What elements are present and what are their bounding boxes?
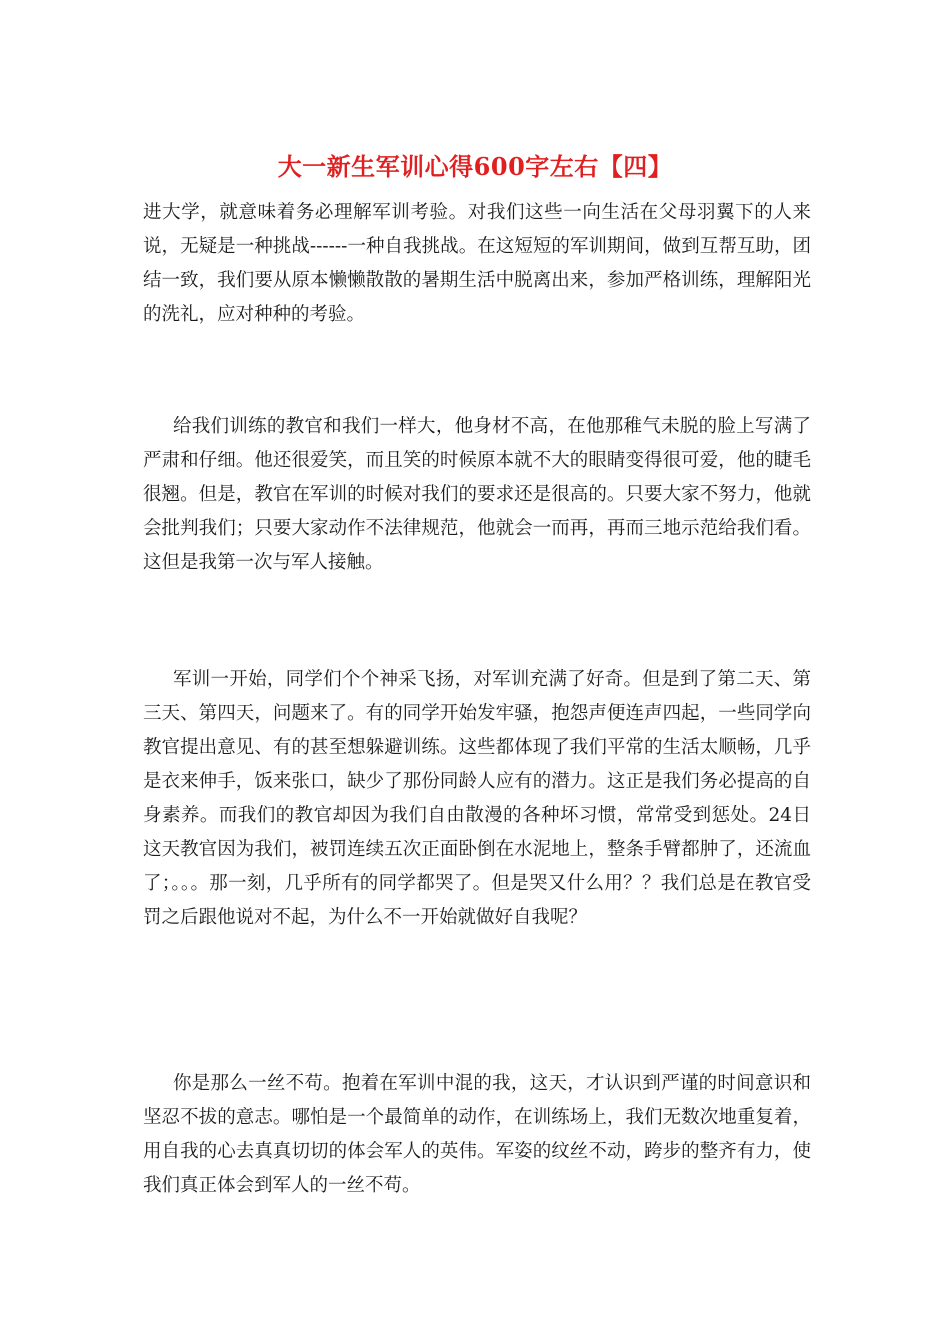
paragraph-4: 你是那么一丝不苟。抱着在军训中混的我，这天，才认识到严谨的时间意识和坚忍不拔的意志。哪怕是一个最简单的动作，在训练场上，我们无数次地重复着，用自我的心去真真切切的体会军人的英伟。军姿的纹丝不动，跨步的整齐有力，使我们真正体会到军人的一丝不苟。 (143, 1073, 811, 1196)
paragraph-3: 军训一开始，同学们个个神采飞扬，对军训充满了好奇。但是到了第二天、第三天、第四天，问题来了。有的同学开始发牢骚，抱怨声便连声四起，一些同学向教官提出意见、有的甚至想躲避训练。这些都体现了我们平常的生活太顺畅，几乎是衣来伸手，饭来张口，缺少了那份同龄人应有的潜力。这正是我们务必提高的自身素养。而我们的教官却因为我们自由散漫的各种坏习惯，常常受到惩处。24日这天教官因为我们，被罚连续五次正面卧倒在水泥地上，整条手臂都肿了，还流血了；。。。那一刻，几乎所有的同学都哭了。但是哭又什么用？？我们总是在教官受罚之后跟他说对不起，为什么不一开始就做好自我呢？ (143, 669, 811, 928)
paragraph-1: 进大学，就意味着务必理解军训考验。对我们这些一向生活在父母羽翼下的人来说，无疑是一种挑战------一种自我挑战。在这短短的军训期间，做到互帮互助，团结一致，我们要从原本懒懒散散的暑期生活中脱离出来，参加严格训练，理解阳光的洗礼，应对种种的考验。 (143, 202, 811, 325)
document-title: 大一新生军训心得600字左右【四】 (277, 152, 673, 181)
paragraph-2: 给我们训练的教官和我们一样大，他身材不高，在他那稚气未脱的脸上写满了严肃和仔细。他还很爱笑，而且笑的时候原本就不大的眼睛变得很可爱，他的睫毛很翘。但是，教官在军训的时候对我们的要求还是很高的。只要大家不努力，他就会批判我们；只要大家动作不法律规范，他就会一而再，再而三地示范给我们看。这但是我第一次与军人接触。 (143, 416, 811, 573)
